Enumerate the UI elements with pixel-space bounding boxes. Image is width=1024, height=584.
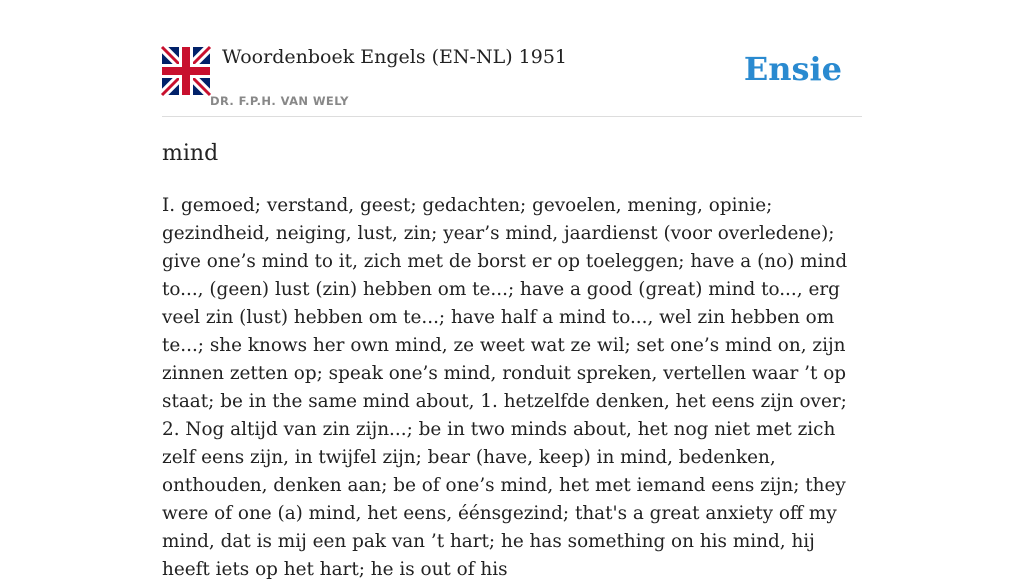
- dictionary-header: [162, 44, 862, 117]
- entry-definition: I. gemoed; verstand, geest; gedachten; gevoelen, mening, opinie; gezindheid, neiging, lust, zin; year’s mind, jaardienst (voor overledene); give one’s mind to it, zich met de borst er op toeleggen; have a (no) mind to..., (geen) lust (zin) hebben om te...; have a good (great) mind to..., erg veel zin (lust) hebben om te...; have half a mind to..., wel zin hebben om te...; she knows her own mind, ze weet wat ze wil; set one’s mind on, zijn zinnen zetten op; speak one’s mind, ronduit spreken, vertellen waar ’t op staat; be in the same mind about, 1. hetzelfde denken, het eens zijn over; 2. Nog altijd van zin zijn...; be in two minds about, het nog niet met zich zelf eens zijn, in twijfel zijn; bear (have, keep) in mind, bedenken, onthouden, denken aan; be of one’s mind, het met iemand eens zijn; they were of one (a) mind, het eens, éénsgezind; that's a great anxiety off my mind, dat is mij een pak van ’t hart; he has something on his mind, hij heeft iets op het hart; he is out of his: [162, 195, 848, 580]
- ensie-logo[interactable]: Ensie: [743, 50, 842, 88]
- dictionary-title[interactable]: Woordenboek Engels (EN-NL) 1951: [222, 46, 567, 68]
- entry-headword: mind: [162, 141, 219, 166]
- author-name: DR. F.P.H. VAN WELY: [210, 94, 349, 108]
- uk-flag-icon: [162, 47, 210, 95]
